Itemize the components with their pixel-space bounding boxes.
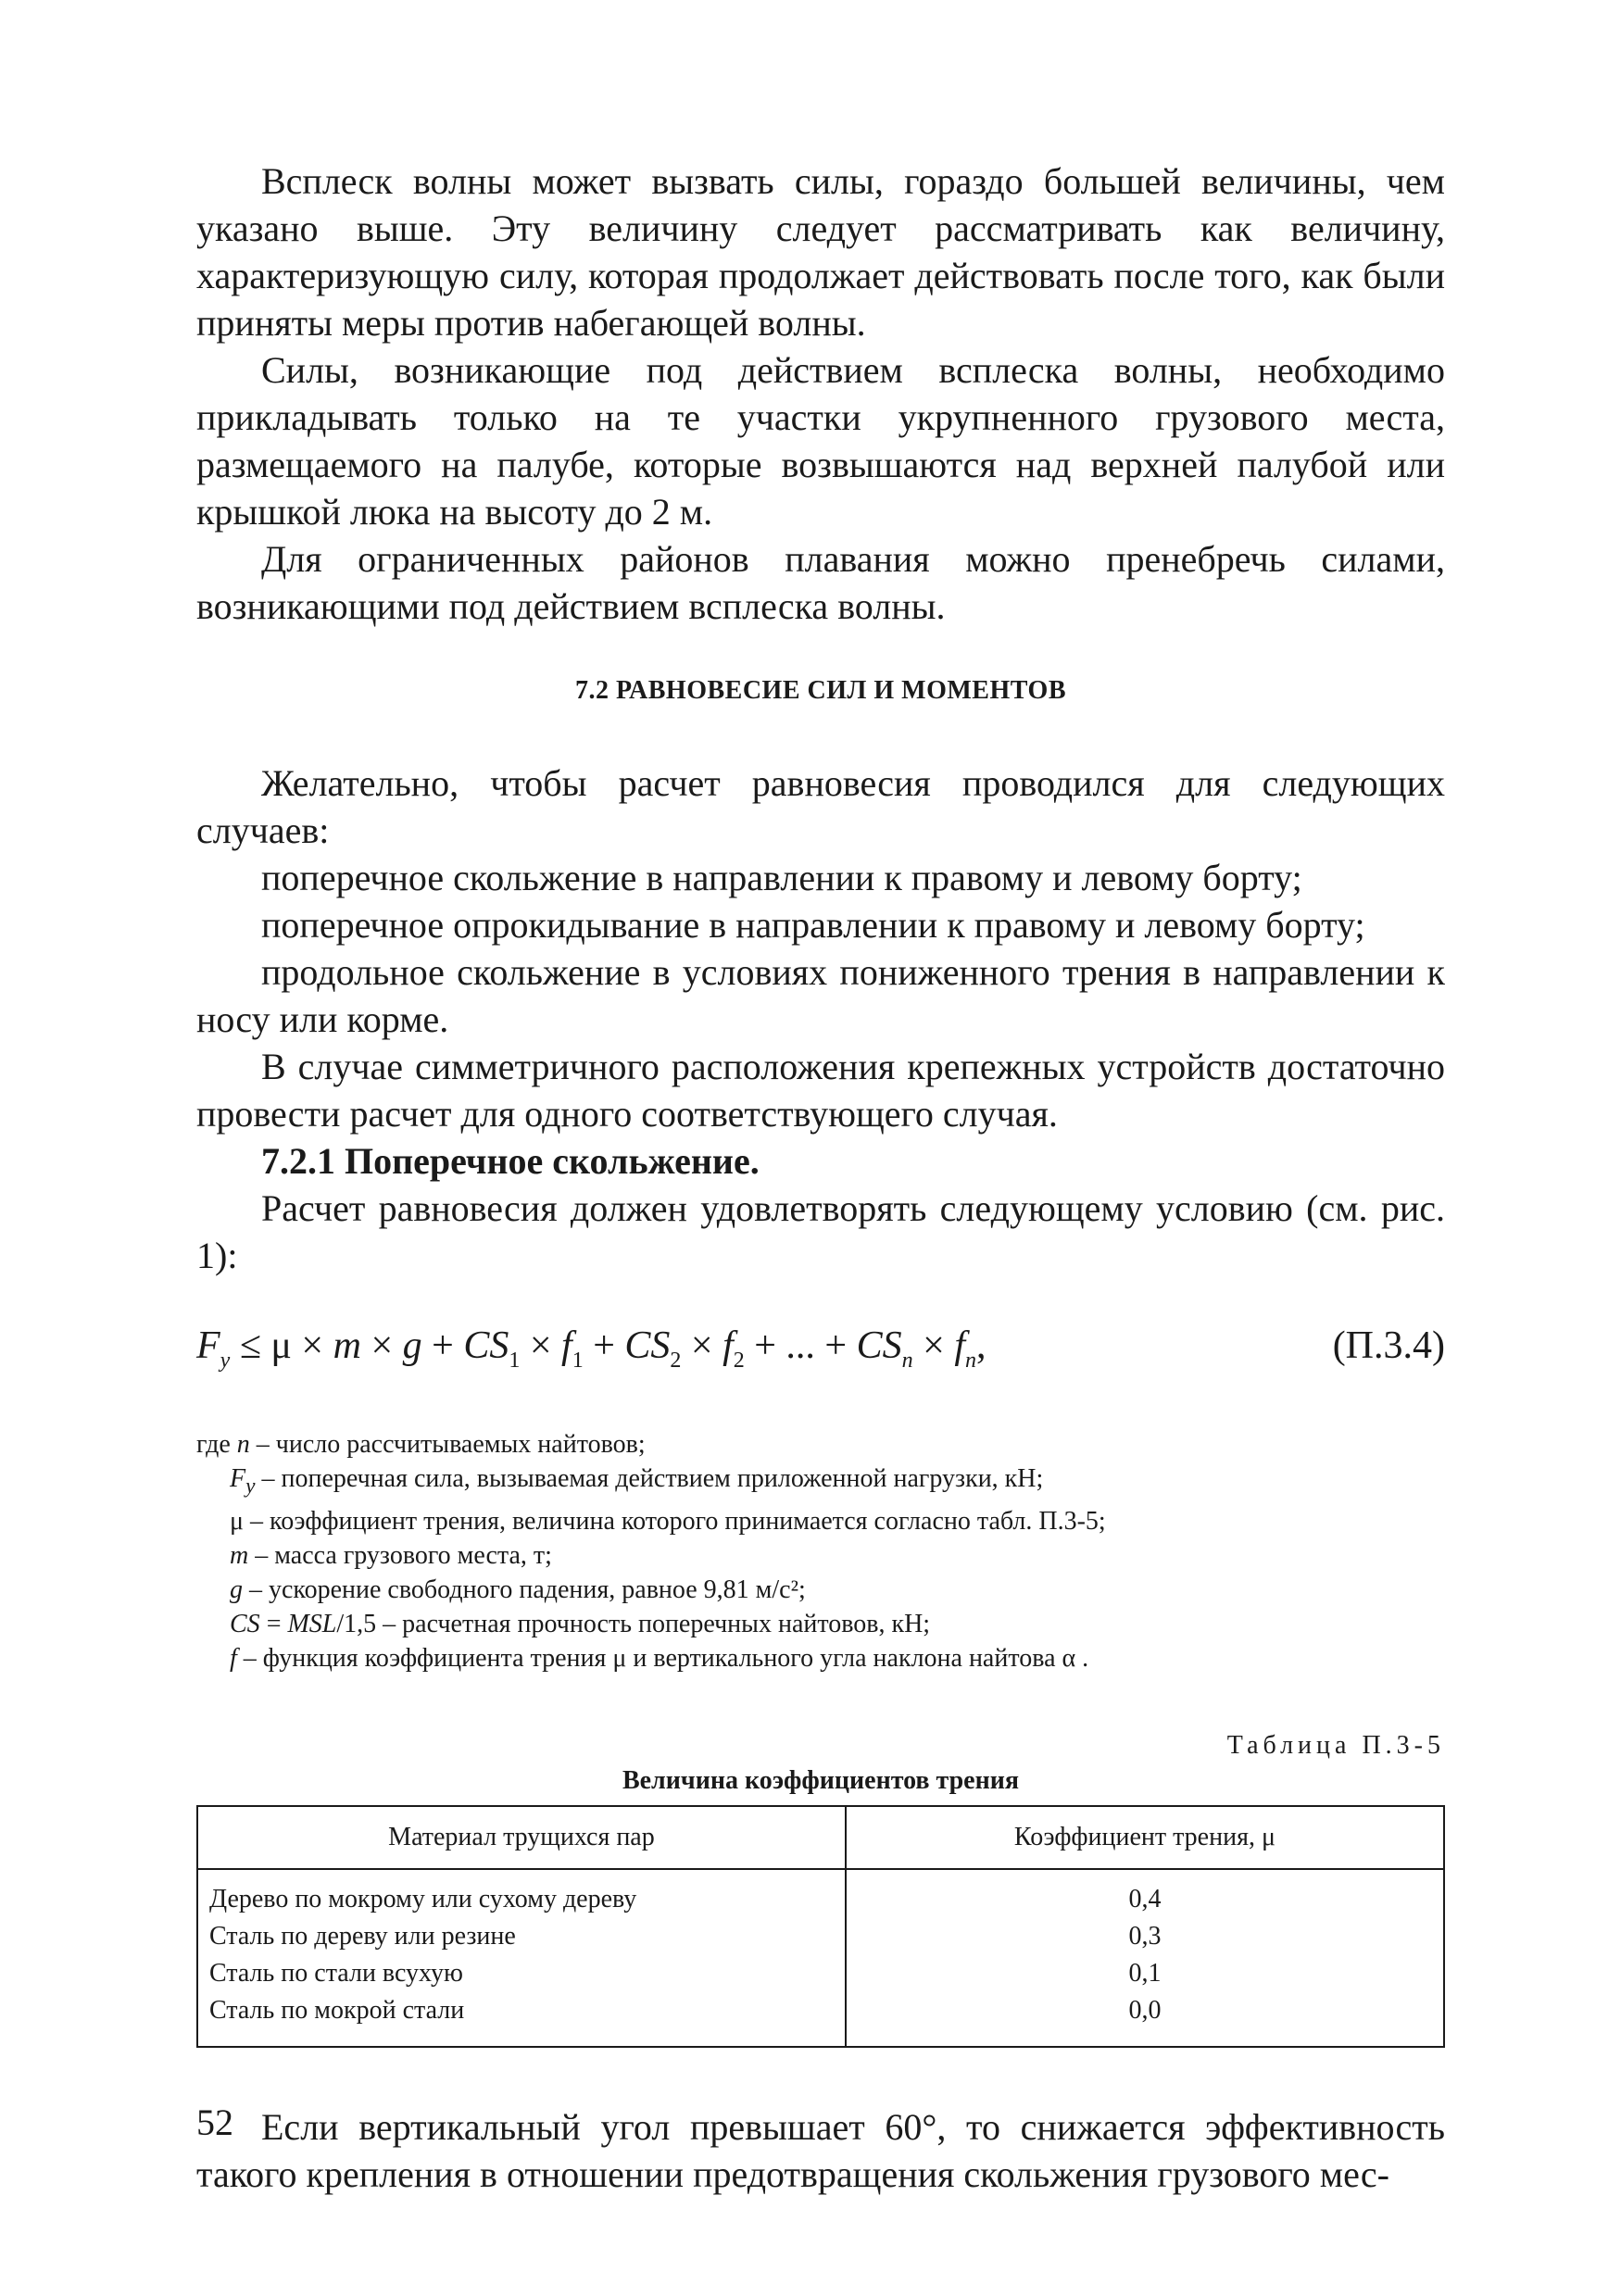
definition-f: f – функция коэффициента трения μ и вертикального угла наклона найтова α . (230, 1643, 1089, 1673)
table-title: Величина коэффициентов трения (622, 1765, 1020, 1795)
definition-m: m – масса грузового места, т; (230, 1540, 552, 1570)
table-header-material: Материал трущихся пар (197, 1806, 846, 1869)
paragraph-condition: Расчет равновесия должен удовлетворять следующему условию (см. рис. 1): (196, 1187, 1445, 1276)
paragraph-cases-intro: Желательно, чтобы расчет равновесия проводился для следующих случаев: (196, 762, 1445, 851)
table-number: Таблица П.3-5 (1226, 1730, 1445, 1760)
table-cell-material: Сталь по мокрой стали (197, 1992, 846, 2047)
case-item-longitudinal-sliding: продольное скольжение в условиях пониженного трения в направлении к носу или корме. (196, 951, 1445, 1040)
paragraph-symmetric: В случае симметричного расположения крепежных устройств достаточно провести расчет для одного соответствующего случая. (196, 1046, 1445, 1135)
friction-table (196, 1805, 1445, 2048)
paragraph-vertical-angle: Если вертикальный угол превышает 60°, то снижается эффективность такого крепления в отношении предотвращения скольжения грузового мес- (196, 2105, 1445, 2195)
formula-row (196, 1324, 1445, 1379)
table-row (197, 1992, 1444, 2047)
table-row (197, 1918, 1444, 1955)
section-title: 7.2 РАВНОВЕСИЕ СИЛ И МОМЕНТОВ (575, 676, 1066, 705)
formula: $F_y \le \mu \times m \times g + CS_1 \times f_1 + CS_2 \times f_2$ + ... + $CS_n \times f_n$, (196, 1324, 986, 1373)
paragraph-limited-areas: Для ограниченных районов плавания можно пренебречь силами, возникающими под действием всплеска волны. (196, 538, 1445, 627)
case-item-transverse-sliding: поперечное скольжение в направлении к правому и левому борту; (261, 857, 1302, 898)
definition-cs: CS = MSL/1,5 – расчетная прочность поперечных найтовов, кН; (230, 1609, 931, 1638)
definition-mu: μ – коэффициент трения, величина которого принимается согласно табл. П.3-5; (230, 1506, 1106, 1536)
paragraph-splash-forces: Силы, возникающие под действием всплеска волны, необходимо прикладывать только на те участки укрупненного грузового места, размещаемого на палубе, которые возвышаются над верхней палубой или крышкой люка на высоту до 2 м. (196, 349, 1445, 533)
equation-number: (П.3.4) (1332, 1324, 1445, 1367)
table-cell-coefficient: 0,0 (846, 1992, 1444, 2047)
definitions-list (196, 1427, 1445, 1675)
page-content (196, 157, 1445, 2198)
table-cell-material: Сталь по стали всухую (197, 1955, 846, 1992)
table-header-row (197, 1806, 1444, 1869)
page-number: 52 (196, 2102, 233, 2143)
table-cell-coefficient: 0,4 (846, 1869, 1444, 1918)
table-row (197, 1869, 1444, 1918)
definition-fy: $F_y$ – поперечная сила, вызываемая действием приложенной нагрузки, кН; (230, 1464, 1044, 1499)
subsection-title: 7.2.1 Поперечное скольжение. (261, 1140, 760, 1182)
table-cell-material: Дерево по мокрому или сухому дереву (197, 1869, 846, 1918)
table-cell-coefficient: 0,3 (846, 1918, 1444, 1955)
case-item-transverse-tipping: поперечное опрокидывание в направлении к правому и левому борту; (261, 904, 1365, 946)
table-cell-material: Сталь по дереву или резине (197, 1918, 846, 1955)
definition-n: где n – число рассчитываемых найтовов; (196, 1430, 646, 1459)
table-header-coefficient: Коэффициент трения, μ (846, 1806, 1444, 1869)
table-cell-coefficient: 0,1 (846, 1955, 1444, 1992)
paragraph-wave-splash: Всплеск волны может вызвать силы, гораздо большей величины, чем указано выше. Эту величину следует рассматривать как величину, характеризующую силу, которая продолжает действовать после того, как были приняты меры против набегающей волны. (196, 160, 1445, 344)
table-row (197, 1955, 1444, 1992)
definition-g: g – ускорение свободного падения, равное 9,81 м/с²; (230, 1575, 806, 1604)
